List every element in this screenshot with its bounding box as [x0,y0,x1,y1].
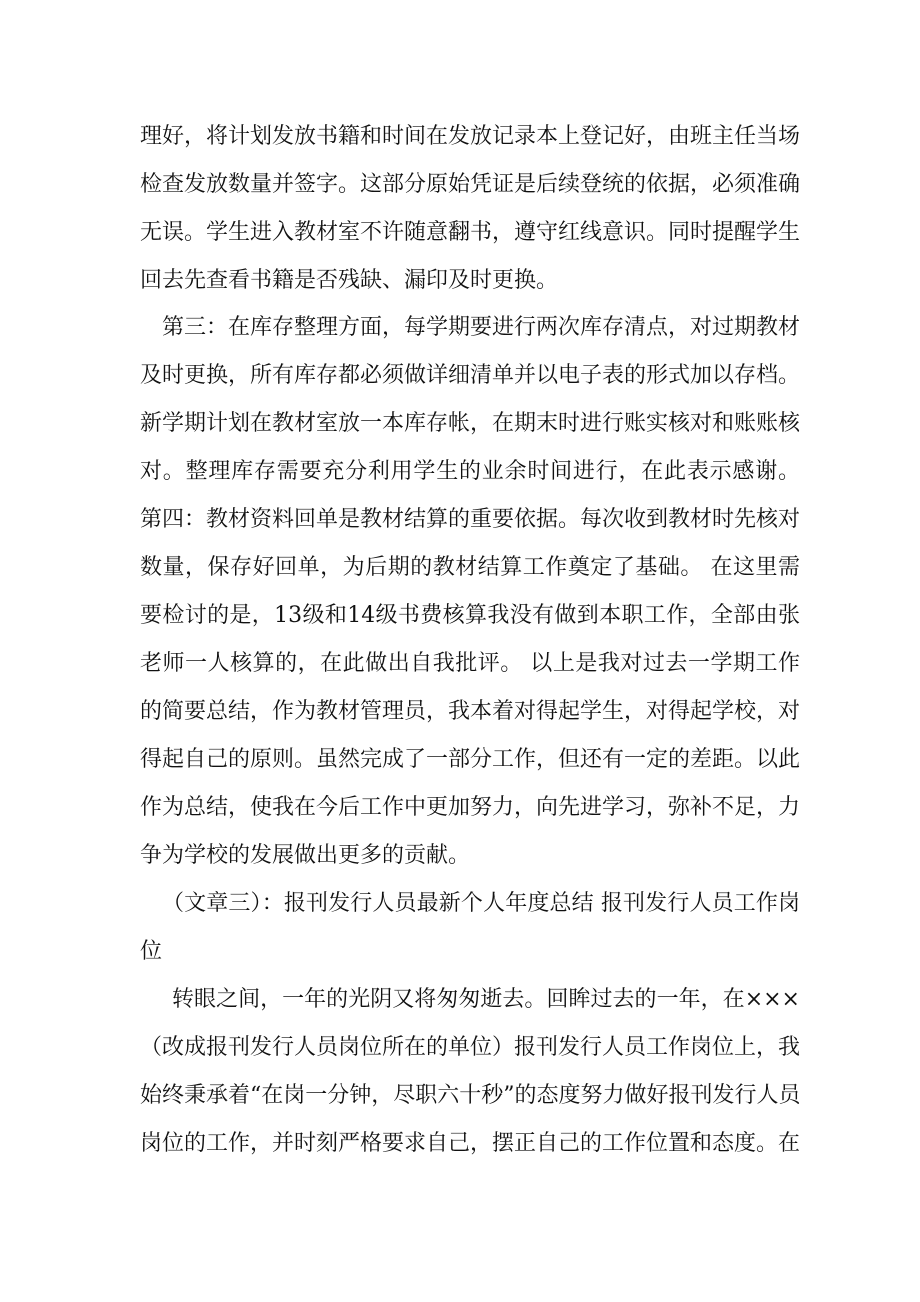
text-line: 争为学校的发展做出更多的贡献。 [140,843,471,868]
text-line: 第三：在库存整理方面，每学期要进行两次库存清点，对过期教材 [162,315,800,340]
text-line: 无误。学生进入教材室不许随意翻书，遵守红线意识。同时提醒学生 [140,220,800,245]
text-line: 及时更换，所有库存都必须做详细清单并以电子表的形式加以存档。 [140,363,800,388]
text-line: （改成报刊发行人员岗位所在的单位）报刊发行人员工作岗位上，我 [140,1035,800,1060]
text-line: 对。整理库存需要充分利用学生的业余时间进行，在此表示感谢。 [140,459,800,484]
text-line: 转眼之间，一年的光阴又将匆匆逝去。回眸过去的一年，在××× [172,987,800,1012]
text-line: 的简要总结，作为教材管理员，我本着对得起学生，对得起学校，对 [140,699,800,724]
text-line: 检查发放数量并签字。这部分原始凭证是后续登统的依据，必须准确 [140,172,800,197]
text-line: 作为总结，使我在今后工作中更加努力，向先进学习，弥补不足，力 [140,795,800,820]
text-line: 要检讨的是，13级和14级书费核算我没有做到本职工作，全部由张 [140,603,800,628]
text-line: 新学期计划在教材室放一本库存帐，在期末时进行账实核对和账账核 [140,411,800,436]
text-line: （文章三）：报刊发行人员最新个人年度总结 报刊发行人员工作岗 [162,891,800,916]
text-line: 岗位的工作，并时刻严格要求自己，摆正自己的工作位置和态度。在 [140,1131,800,1156]
text-line: 数量，保存好回单，为后期的教材结算工作奠定了基础。 在这里需 [140,555,800,580]
text-line: 始终秉承着“在岗一分钟，尽职六十秒”的态度努力做好报刊发行人员 [140,1083,800,1108]
text-line: 第四：教材资料回单是教材结算的重要依据。每次收到教材时先核对 [140,507,800,532]
text-line: 老师一人核算的，在此做出自我批评。 以上是我对过去一学期工作 [140,651,800,676]
text-line: 得起自己的原则。虽然完成了一部分工作，但还有一定的差距。以此 [140,747,800,772]
text-line: 回去先查看书籍是否残缺、漏印及时更换。 [140,268,559,293]
text-line: 理好，将计划发放书籍和时间在发放记录本上登记好，由班主任当场 [140,124,800,149]
text-line: 位 [140,939,163,964]
